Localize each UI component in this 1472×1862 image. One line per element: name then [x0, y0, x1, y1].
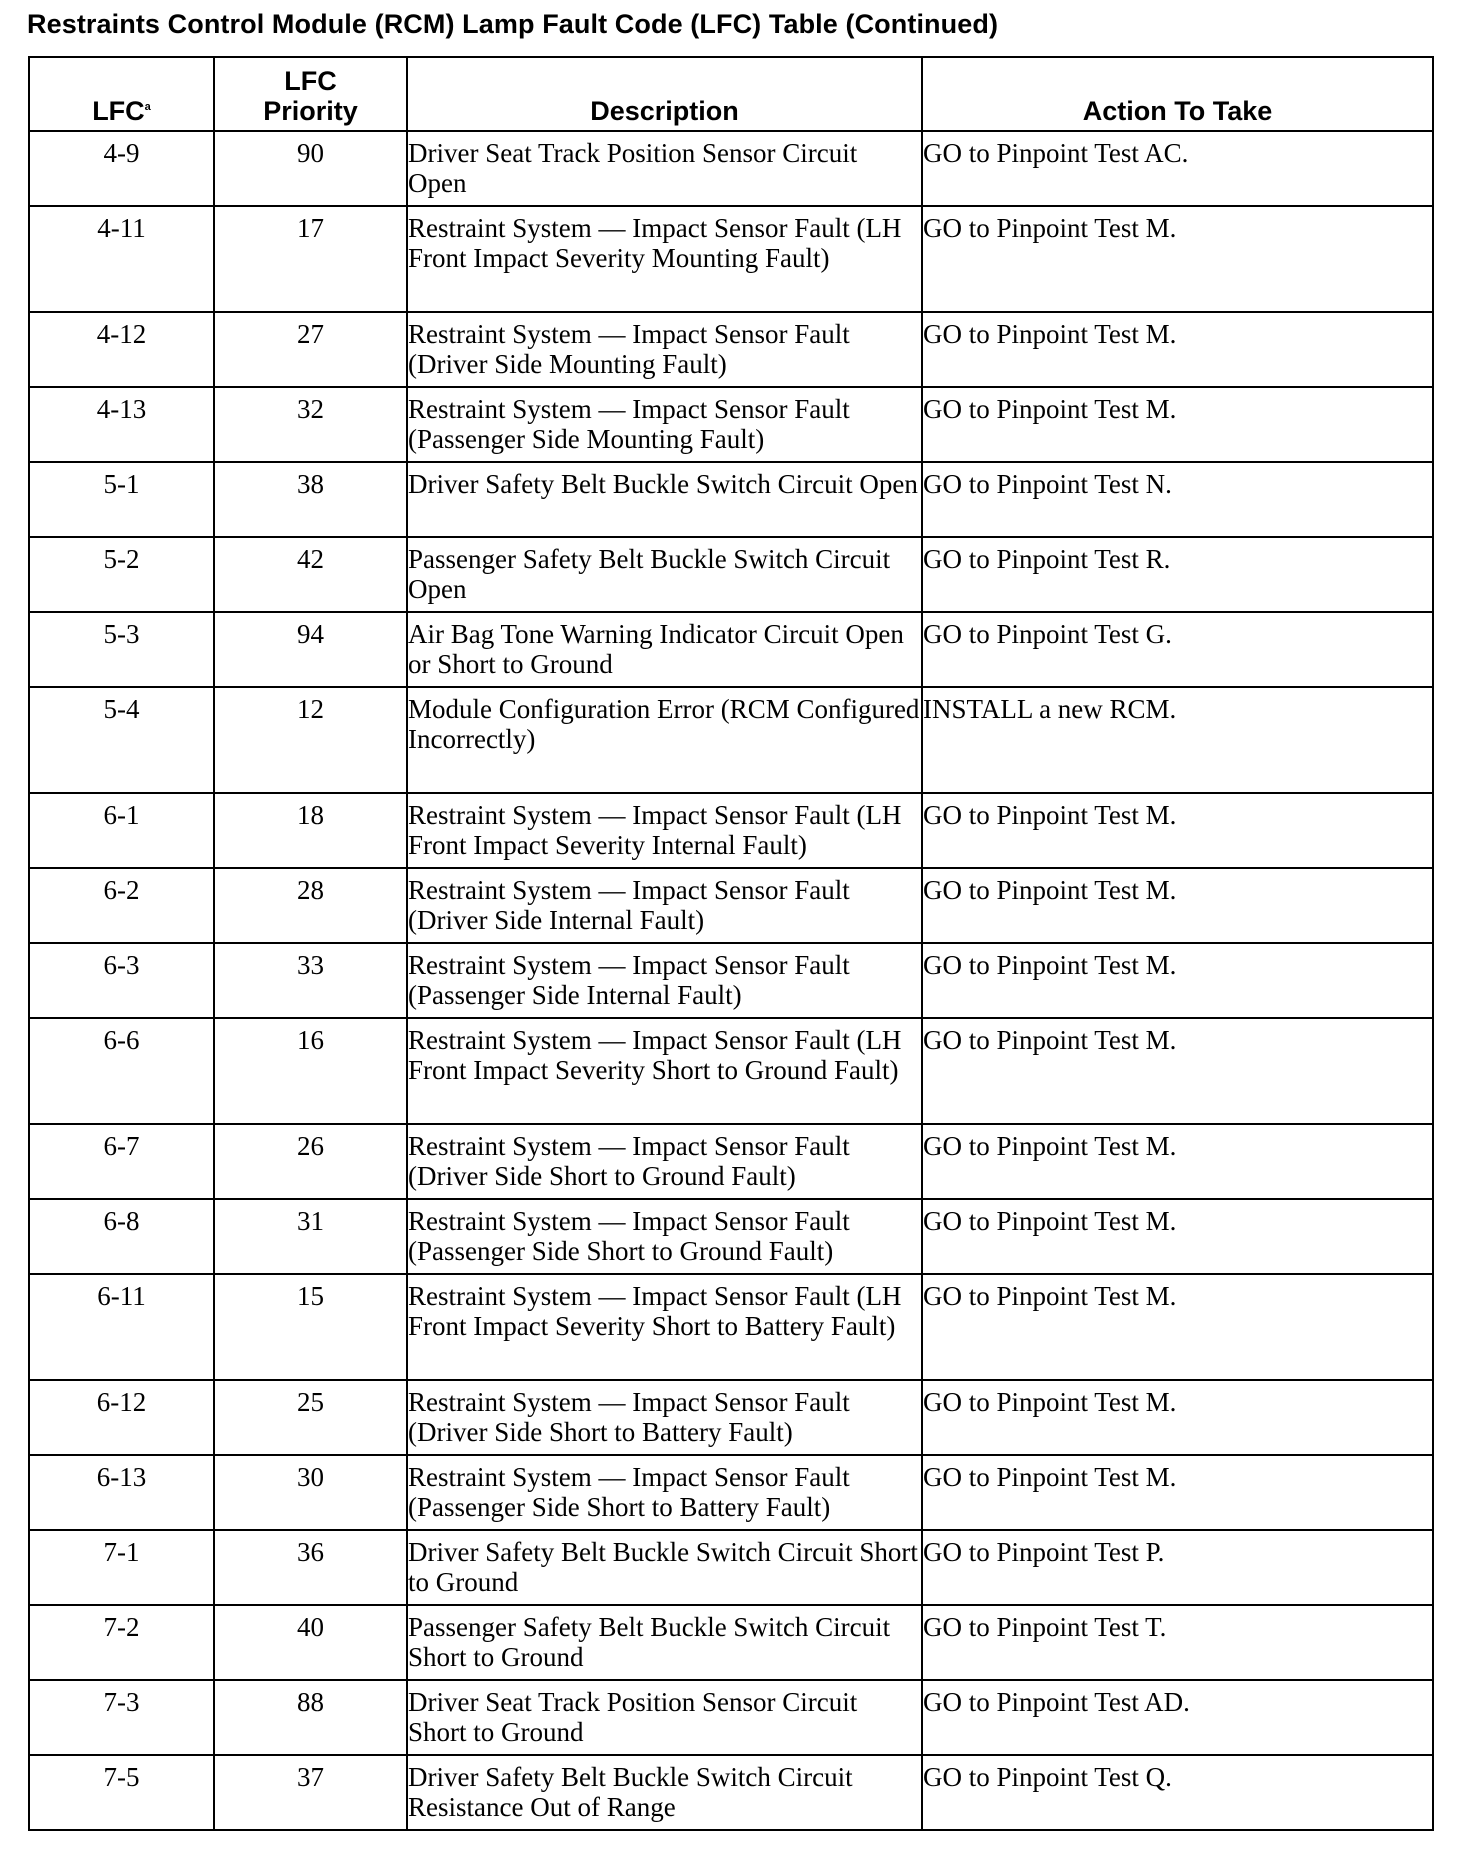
- cell-action: GO to Pinpoint Test M.: [922, 387, 1433, 462]
- cell-action: GO to Pinpoint Test M.: [922, 1199, 1433, 1274]
- cell-priority: 27: [214, 312, 407, 387]
- page-title: Restraints Control Module (RCM) Lamp Fault Code (LFC) Table (Continued): [27, 9, 999, 39]
- cell-description: Driver Seat Track Position Sensor Circuit Short to Ground: [407, 1680, 922, 1755]
- cell-priority: 38: [214, 462, 407, 537]
- table-row: [29, 1605, 1433, 1680]
- cell-action: GO to Pinpoint Test Q.: [922, 1755, 1433, 1830]
- cell-description: Air Bag Tone Warning Indicator Circuit Open or Short to Ground: [407, 612, 922, 687]
- header-lfc-footnote: a: [144, 101, 151, 113]
- table-row: [29, 612, 1433, 687]
- table-row: [29, 1380, 1433, 1455]
- table-row: [29, 206, 1433, 312]
- cell-lfc: 5-4: [29, 687, 214, 793]
- cell-lfc: 6-11: [29, 1274, 214, 1380]
- header-row: [29, 57, 1433, 131]
- table-row: [29, 387, 1433, 462]
- cell-priority: 88: [214, 1680, 407, 1755]
- cell-lfc: 7-3: [29, 1680, 214, 1755]
- cell-description: Restraint System — Impact Sensor Fault (Passenger Side Short to Battery Fault): [407, 1455, 922, 1530]
- table-row: [29, 868, 1433, 943]
- table-row: [29, 687, 1433, 793]
- cell-lfc: 6-3: [29, 943, 214, 1018]
- cell-lfc: 5-1: [29, 462, 214, 537]
- table-row: [29, 1755, 1433, 1830]
- table-row: [29, 312, 1433, 387]
- cell-priority: 36: [214, 1530, 407, 1605]
- cell-lfc: 6-12: [29, 1380, 214, 1455]
- cell-lfc: 4-13: [29, 387, 214, 462]
- cell-priority: 28: [214, 868, 407, 943]
- table-row: [29, 943, 1433, 1018]
- cell-lfc: 5-2: [29, 537, 214, 612]
- cell-lfc: 5-3: [29, 612, 214, 687]
- cell-action: GO to Pinpoint Test M.: [922, 312, 1433, 387]
- cell-priority: 26: [214, 1124, 407, 1199]
- cell-lfc: 7-5: [29, 1755, 214, 1830]
- cell-description: Restraint System — Impact Sensor Fault (LH Front Impact Severity Short to Ground Fault): [407, 1018, 922, 1124]
- cell-action: GO to Pinpoint Test M.: [922, 793, 1433, 868]
- table-row: [29, 1455, 1433, 1530]
- cell-priority: 33: [214, 943, 407, 1018]
- cell-priority: 42: [214, 537, 407, 612]
- table-row: [29, 1124, 1433, 1199]
- table-body: [29, 131, 1433, 1830]
- cell-priority: 31: [214, 1199, 407, 1274]
- header-lfc: [29, 57, 214, 131]
- cell-action: INSTALL a new RCM.: [922, 687, 1433, 793]
- cell-lfc: 7-2: [29, 1605, 214, 1680]
- table-row: [29, 1018, 1433, 1124]
- cell-description: Driver Safety Belt Buckle Switch Circuit Open: [407, 462, 922, 537]
- cell-action: GO to Pinpoint Test M.: [922, 206, 1433, 312]
- cell-action: GO to Pinpoint Test M.: [922, 1455, 1433, 1530]
- cell-description: Restraint System — Impact Sensor Fault (Passenger Side Short to Ground Fault): [407, 1199, 922, 1274]
- cell-description: Module Configuration Error (RCM Configured Incorrectly): [407, 687, 922, 793]
- cell-lfc: 6-1: [29, 793, 214, 868]
- cell-action: GO to Pinpoint Test T.: [922, 1605, 1433, 1680]
- cell-description: Driver Safety Belt Buckle Switch Circuit Short to Ground: [407, 1530, 922, 1605]
- header-priority: [214, 57, 407, 131]
- cell-priority: 90: [214, 131, 407, 206]
- cell-action: GO to Pinpoint Test M.: [922, 943, 1433, 1018]
- table-row: [29, 1274, 1433, 1380]
- cell-action: GO to Pinpoint Test M.: [922, 1018, 1433, 1124]
- cell-description: Driver Safety Belt Buckle Switch Circuit Resistance Out of Range: [407, 1755, 922, 1830]
- cell-action: GO to Pinpoint Test G.: [922, 612, 1433, 687]
- cell-priority: 12: [214, 687, 407, 793]
- table-row: [29, 1199, 1433, 1274]
- cell-lfc: 6-7: [29, 1124, 214, 1199]
- cell-priority: 32: [214, 387, 407, 462]
- cell-description: Restraint System — Impact Sensor Fault (Passenger Side Internal Fault): [407, 943, 922, 1018]
- cell-priority: 18: [214, 793, 407, 868]
- cell-description: Restraint System — Impact Sensor Fault (Driver Side Internal Fault): [407, 868, 922, 943]
- header-priority-label: LFC Priority: [263, 66, 358, 126]
- table-row: [29, 537, 1433, 612]
- cell-action: GO to Pinpoint Test P.: [922, 1530, 1433, 1605]
- lfc-table: [28, 56, 1434, 1831]
- cell-priority: 37: [214, 1755, 407, 1830]
- cell-description: Passenger Safety Belt Buckle Switch Circuit Short to Ground: [407, 1605, 922, 1680]
- cell-priority: 15: [214, 1274, 407, 1380]
- table-row: [29, 1680, 1433, 1755]
- header-description: Description: [407, 57, 922, 131]
- cell-action: GO to Pinpoint Test R.: [922, 537, 1433, 612]
- cell-lfc: 4-12: [29, 312, 214, 387]
- cell-lfc: 6-2: [29, 868, 214, 943]
- cell-priority: 16: [214, 1018, 407, 1124]
- table-row: [29, 1530, 1433, 1605]
- cell-priority: 25: [214, 1380, 407, 1455]
- table-row: [29, 131, 1433, 206]
- cell-lfc: 4-9: [29, 131, 214, 206]
- cell-description: Restraint System — Impact Sensor Fault (Driver Side Mounting Fault): [407, 312, 922, 387]
- cell-action: GO to Pinpoint Test M.: [922, 1380, 1433, 1455]
- header-action: Action To Take: [922, 57, 1433, 131]
- cell-description: Restraint System — Impact Sensor Fault (Passenger Side Mounting Fault): [407, 387, 922, 462]
- table-row: [29, 462, 1433, 537]
- table-row: [29, 793, 1433, 868]
- cell-lfc: 6-13: [29, 1455, 214, 1530]
- cell-description: Driver Seat Track Position Sensor Circuit Open: [407, 131, 922, 206]
- cell-lfc: 4-11: [29, 206, 214, 312]
- cell-action: GO to Pinpoint Test AD.: [922, 1680, 1433, 1755]
- cell-priority: 17: [214, 206, 407, 312]
- cell-description: Restraint System — Impact Sensor Fault (LH Front Impact Severity Short to Battery Fault): [407, 1274, 922, 1380]
- cell-description: Restraint System — Impact Sensor Fault (LH Front Impact Severity Internal Fault): [407, 793, 922, 868]
- cell-priority: 30: [214, 1455, 407, 1530]
- cell-action: GO to Pinpoint Test N.: [922, 462, 1433, 537]
- cell-description: Restraint System — Impact Sensor Fault (Driver Side Short to Ground Fault): [407, 1124, 922, 1199]
- cell-action: GO to Pinpoint Test AC.: [922, 131, 1433, 206]
- cell-lfc: 6-6: [29, 1018, 214, 1124]
- cell-action: GO to Pinpoint Test M.: [922, 1274, 1433, 1380]
- header-lfc-label: LFC: [92, 96, 145, 126]
- cell-priority: 40: [214, 1605, 407, 1680]
- cell-lfc: 6-8: [29, 1199, 214, 1274]
- cell-description: Restraint System — Impact Sensor Fault (Driver Side Short to Battery Fault): [407, 1380, 922, 1455]
- cell-lfc: 7-1: [29, 1530, 214, 1605]
- cell-description: Restraint System — Impact Sensor Fault (LH Front Impact Severity Mounting Fault): [407, 206, 922, 312]
- cell-description: Passenger Safety Belt Buckle Switch Circuit Open: [407, 537, 922, 612]
- cell-action: GO to Pinpoint Test M.: [922, 868, 1433, 943]
- cell-action: GO to Pinpoint Test M.: [922, 1124, 1433, 1199]
- cell-priority: 94: [214, 612, 407, 687]
